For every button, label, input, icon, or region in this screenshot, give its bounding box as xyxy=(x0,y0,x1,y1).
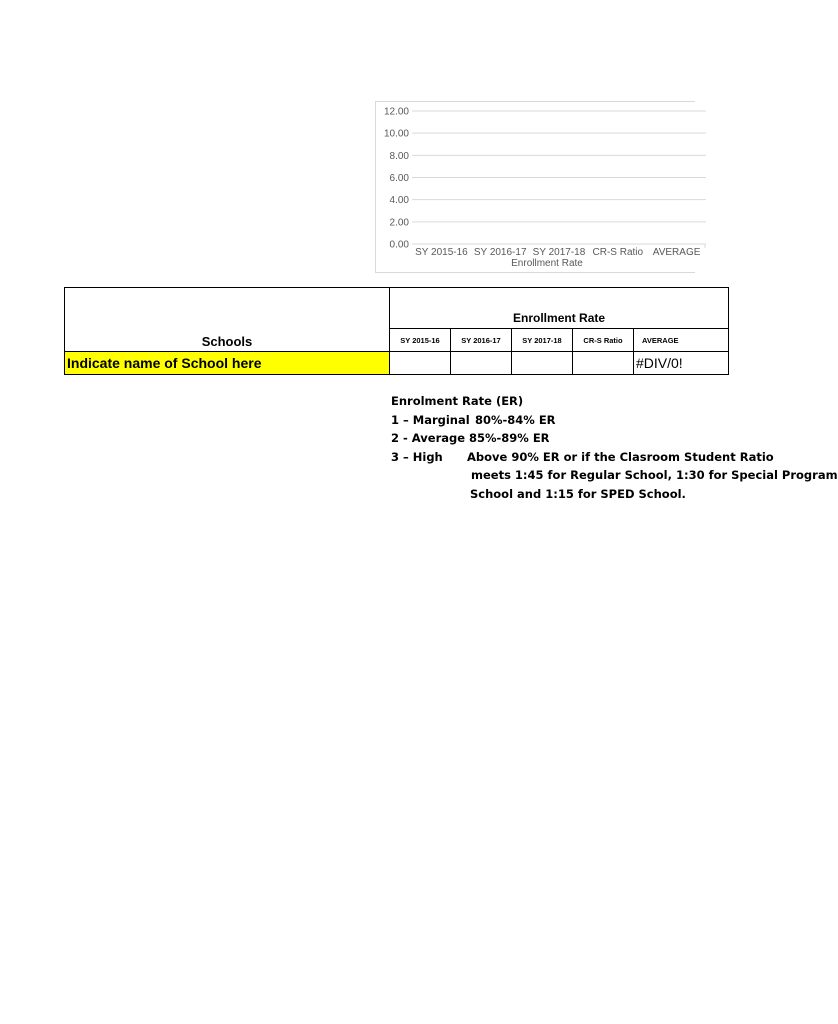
legend-item-marginal xyxy=(391,411,696,430)
column-header-sy-2016-17: SY 2016-17 xyxy=(451,329,512,352)
x-tick-label: CR-S Ratio xyxy=(592,247,644,258)
y-tick-label: 2.00 xyxy=(389,217,409,229)
enrolment-rate-legend xyxy=(391,392,838,503)
value-cell-sy-2017-18[interactable] xyxy=(512,352,573,375)
legend-item-text: 85%-89% ER xyxy=(469,431,550,445)
enrollment-table-container xyxy=(64,287,696,375)
value-cell-sy-2016-17[interactable] xyxy=(451,352,512,375)
x-tick-label: SY 2015-16 xyxy=(415,247,468,258)
x-tick-label: SY 2016-17 xyxy=(473,247,527,258)
x-tick-label: AVERAGE xyxy=(652,247,701,258)
enrollment-rate-chart xyxy=(375,101,701,273)
value-cell-crs-ratio[interactable] xyxy=(573,352,634,375)
legend-item-label: 3 – High xyxy=(391,449,443,464)
legend-item-high xyxy=(391,448,774,467)
x-tick-label: SY 2017-18 xyxy=(532,247,586,258)
schools-header: Schools xyxy=(65,288,390,352)
value-cell-sy-2015-16[interactable] xyxy=(390,352,451,375)
legend-continuation-1: meets 1:45 for Regular School, 1:30 for Special Program xyxy=(471,468,838,482)
y-tick-label: 8.00 xyxy=(389,150,409,162)
table-row xyxy=(65,352,729,375)
y-tick-label: 6.00 xyxy=(389,173,409,184)
y-tick-label: 0.00 xyxy=(389,239,409,251)
column-header-crs-ratio: CR-S Ratio xyxy=(573,329,634,352)
legend-item-label: 2 - Average xyxy=(391,431,466,445)
legend-item-text: 80%-84% ER xyxy=(475,412,556,427)
enrollment-table xyxy=(64,287,729,375)
column-header-sy-2015-16: SY 2015-16 xyxy=(390,329,451,352)
y-tick-label: 12.00 xyxy=(383,106,409,118)
chart-canvas xyxy=(376,102,706,274)
enrollment-rate-header: Enrollment Rate xyxy=(390,288,729,329)
x-axis-label: Enrollment Rate xyxy=(511,258,583,269)
legend-item-label: 1 – Marginal xyxy=(391,412,470,427)
legend-item-text: Above 90% ER or if the Clasroom Student Ratio xyxy=(467,449,774,464)
y-tick-label: 4.00 xyxy=(389,195,409,207)
column-header-sy-2017-18: SY 2017-18 xyxy=(512,329,573,352)
legend-continuation-2: School and 1:15 for SPED School. xyxy=(470,486,686,501)
column-header-average: AVERAGE xyxy=(634,329,729,352)
legend-title: Enrolment Rate (ER) xyxy=(391,394,524,408)
legend-item-average xyxy=(391,429,696,448)
value-cell-average[interactable]: #DIV/0! xyxy=(634,352,729,375)
school-name-cell[interactable]: Indicate name of School here xyxy=(65,352,390,375)
y-tick-label: 10.00 xyxy=(383,128,409,140)
